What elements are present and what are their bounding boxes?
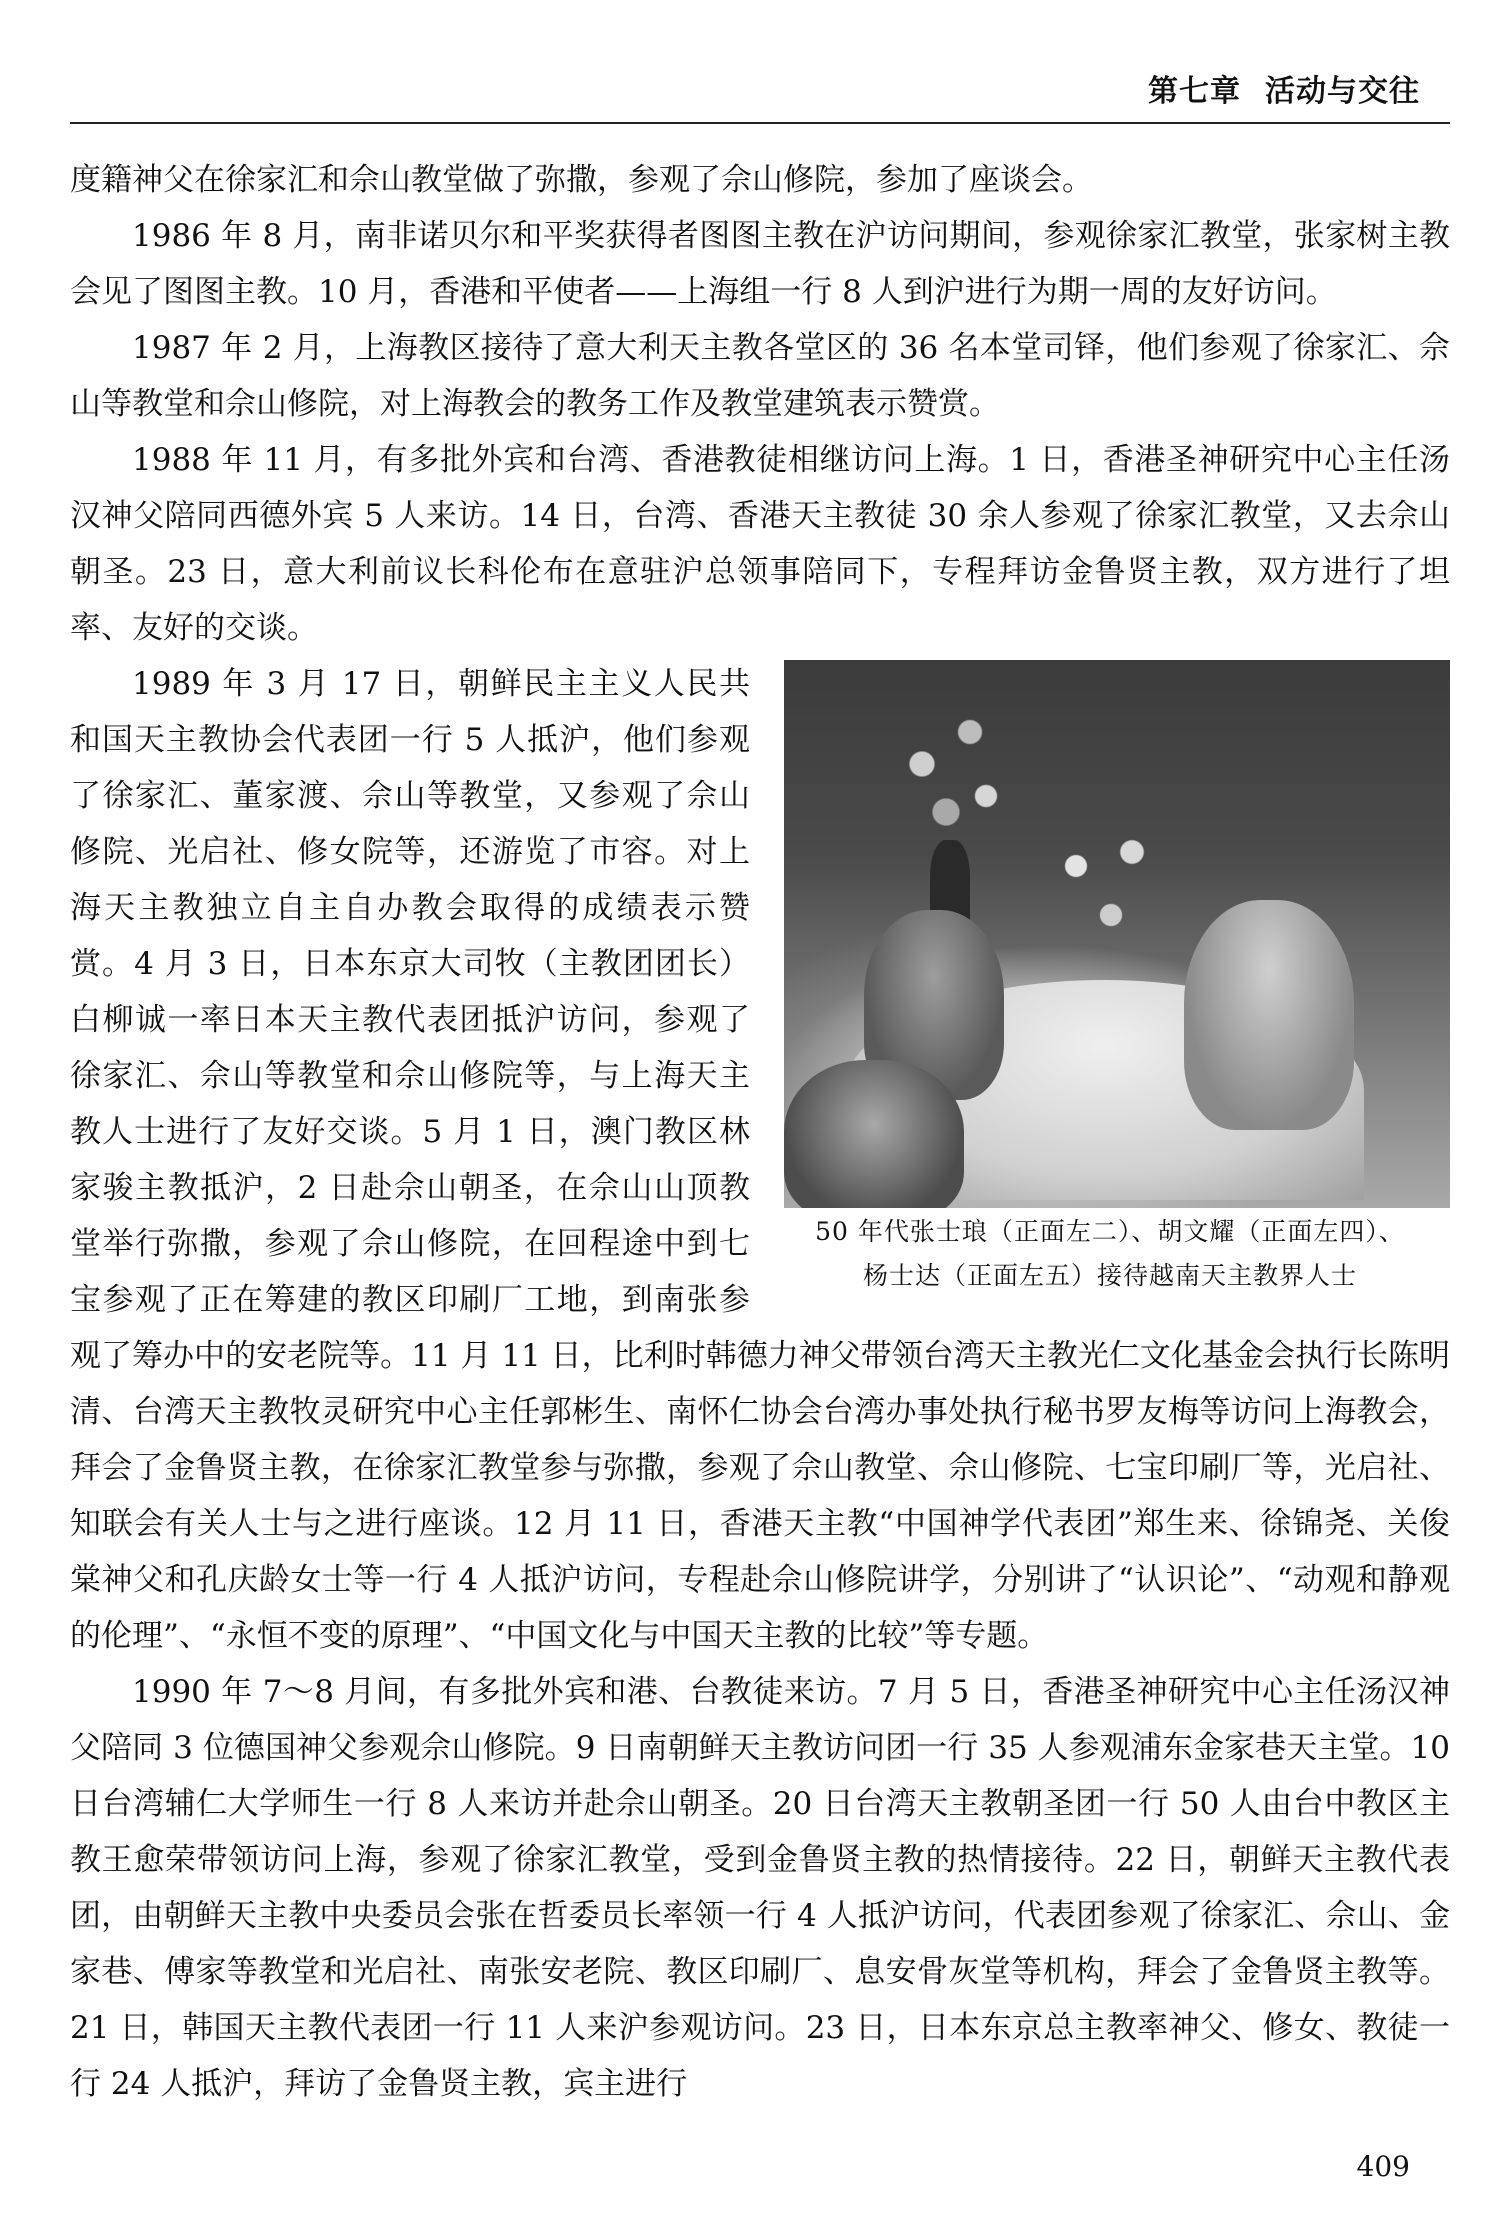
- paragraph-1990: 1990 年 7～8 月间，有多批外宾和港、台教徒来访。7 月 5 日，香港圣神研究中心主任汤汉神父陪同 3 位德国神父参观佘山修院。9 日南朝鲜天主教访问团一行 35 人参观浦东金家巷天主堂。10 日台湾辅仁大学师生一行 8 人来访并赴佘山朝圣。20 日台湾天主教朝圣团一行 50 人由台中教区主教王愈荣带领访问上海，参观了徐家汇教堂，受到金鲁贤主教的热情接待。22 日，朝鲜天主教代表团，由朝鲜天主教中央委员会张在哲委员长率领一行 4 人抵沪访问，代表团参观了徐家汇、佘山、金家巷、傅家等教堂和光启社、南张安老院、教区印刷厂、息安骨灰堂等机构，拜会了金鲁贤主教等。21 日，韩国天主教代表团一行 11 人来沪参观访问。23 日，日本东京总主教率神父、修女、教徒一行 24 人抵沪，拜访了金鲁贤主教，宾主进行: [70, 1674, 1450, 2102]
- photo-person: [784, 1060, 964, 1208]
- photo-figure: [770, 660, 1450, 1298]
- page-number: 409: [1356, 2150, 1410, 2183]
- caption-line: 50 年代张士琅（正面左二）、胡文耀（正面左四）、: [815, 1217, 1405, 1246]
- banquet-photo: [784, 660, 1450, 1208]
- paragraph-continuation: 度籍神父在徐家汇和佘山教堂做了弥撒，参观了佘山修院，参加了座谈会。: [70, 162, 1093, 198]
- chapter-title: 活动与交往: [1265, 74, 1420, 109]
- photo-person: [1184, 900, 1354, 1130]
- photo-caption: [770, 1210, 1450, 1298]
- paragraph-1988: 1988 年 11 月，有多批外宾和台湾、香港教徒相继访问上海。1 日，香港圣神研究中心主任汤汉神父陪同西德外宾 5 人来访。14 日，台湾、香港天主教徒 30 余人参观了徐家汇教堂，又去佘山朝圣。23 日，意大利前议长科伦布在意驻沪总领事陪同下，专程拜访金鲁贤主教，双方进行了坦率、友好的交谈。: [70, 442, 1450, 646]
- chapter-number: 第七章: [1148, 74, 1241, 109]
- body-text: [70, 152, 1450, 2112]
- photo-flowers: [874, 700, 1034, 860]
- page-header: [70, 62, 1450, 124]
- paragraph-1987: 1987 年 2 月，上海教区接待了意大利天主教各堂区的 36 名本堂司铎，他们参观了徐家汇、佘山等教堂和佘山修院，对上海教会的教务工作及教堂建筑表示赞赏。: [70, 330, 1450, 422]
- paragraph-1986: 1986 年 8 月，南非诺贝尔和平奖获得者图图主教在沪访问期间，参观徐家汇教堂，张家树主教会见了图图主教。10 月，香港和平使者——上海组一行 8 人到沪进行为期一周的友好访问。: [70, 218, 1450, 310]
- caption-line: 杨士达（正面左五）接待越南天主教界人士: [862, 1261, 1357, 1290]
- paragraph-1989: 1989 年 3 月 17 日，朝鲜民主主义人民共和国天主教协会代表团一行 5 人抵沪，他们参观了徐家汇、董家渡、佘山等教堂，又参观了佘山修院、光启社、修女院等，还游览了市容。对上海天主教独立自主自办教会取得的成绩表示赞赏。4 月 3 日，日本东京大司牧（主教团团长）白柳诚一率日本天主教代表团抵沪访问，参观了徐家汇、佘山等教堂和佘山修院等，与上海天主教人士进行了友好交谈。5 月 1 日，澳门教区林家骏主教抵沪，2 日赴佘山朝圣，在佘山山顶教堂举行弥撒，参观了佘山修院，在回程途中到七宝参观了正在筹建的教区印刷厂工地，到南张参观了筹办中的安老院等。11 月 11 日，比利时韩德力神父带领台湾天主教光仁文化基金会执行长陈明清、台湾天主教牧灵研究中心主任郭彬生、南怀仁协会台湾办事处执行秘书罗友梅等访问上海教会，拜会了金鲁贤主教，在徐家汇教堂参与弥撒，参观了佘山教堂、佘山修院、七宝印刷厂等，光启社、知联会有关人士与之进行座谈。12 月 11 日，香港天主教“中国神学代表团”郑生来、徐锦尧、关俊棠神父和孔庆龄女士等一行 4 人抵沪访问，专程赴佘山修院讲学，分别讲了“认识论”、“动观和静观的伦理”、“永恒不变的原理”、“中国文化与中国天主教的比较”等专题。: [70, 666, 1450, 1654]
- running-header: [1148, 66, 1420, 110]
- photo-flowers-right: [1034, 810, 1174, 950]
